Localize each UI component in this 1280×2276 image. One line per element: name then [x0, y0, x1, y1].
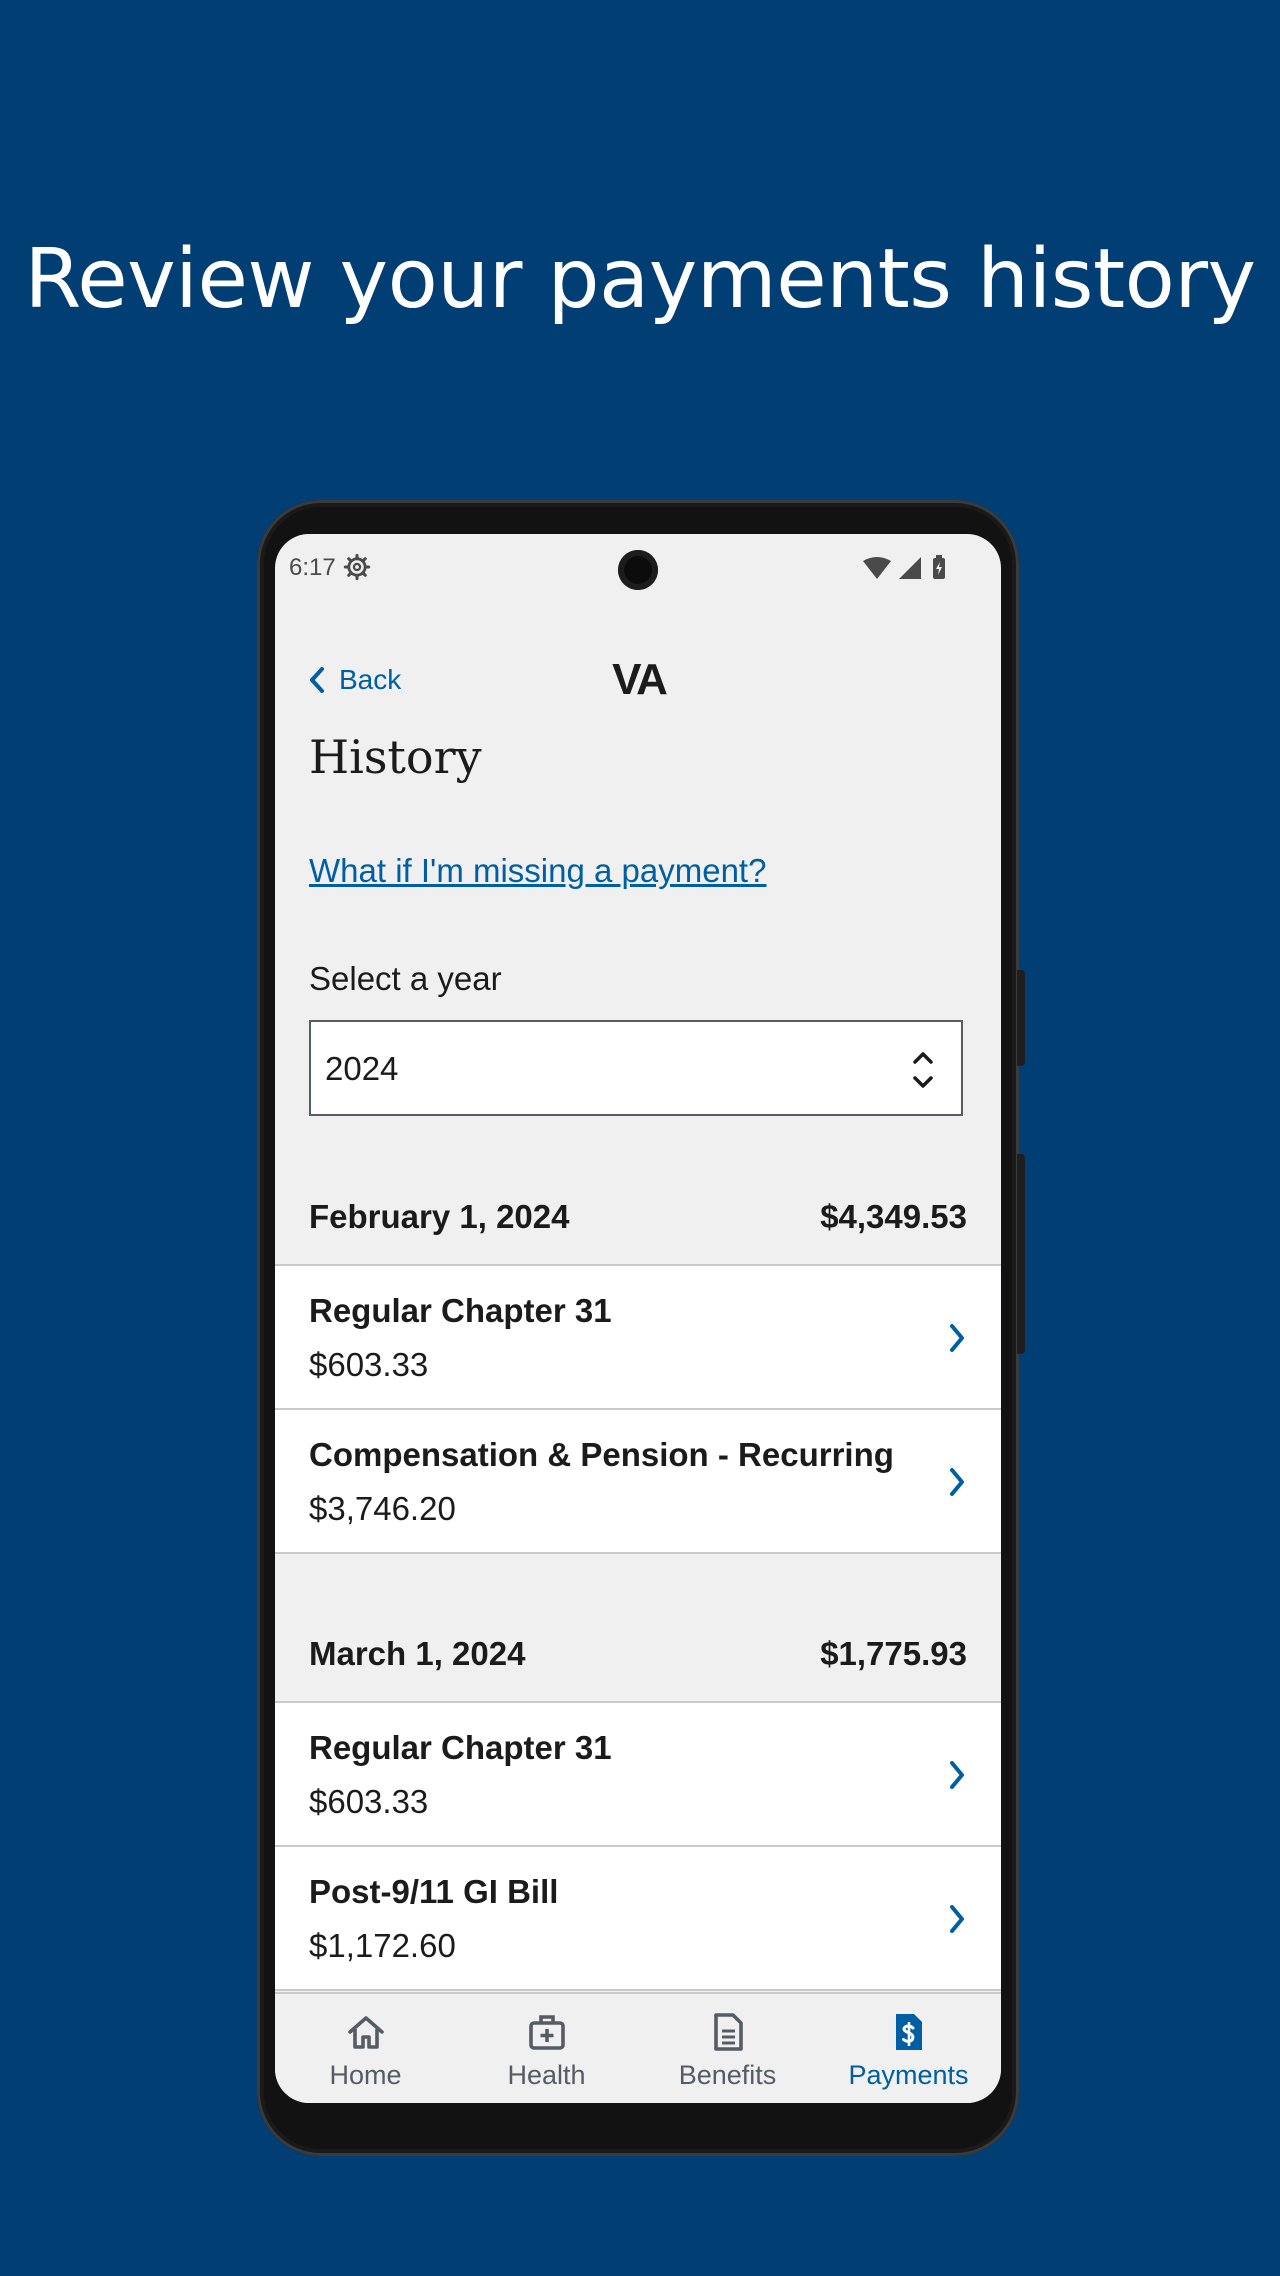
chevron-right-icon — [947, 1466, 967, 1498]
payment-list — [275, 1701, 1001, 1991]
tab-label: Payments — [848, 2060, 969, 2090]
page-title: History — [309, 730, 482, 784]
payment-row[interactable] — [275, 1847, 1001, 1991]
tab-health[interactable] — [456, 1994, 637, 2103]
missing-payment-link[interactable]: What if I'm missing a payment? — [309, 852, 767, 889]
year-select[interactable] — [309, 1020, 963, 1116]
status-time: 6:17 — [289, 554, 336, 581]
payment-group-date: March 1, 2024 — [309, 1635, 526, 1672]
payment-amount: $603.33 — [309, 1783, 429, 1820]
payment-document-icon — [889, 2012, 929, 2052]
payment-group-total: $4,349.53 — [820, 1198, 967, 1235]
home-icon — [346, 2012, 386, 2052]
document-icon — [708, 2012, 748, 2052]
select-updown-icon — [911, 1048, 935, 1092]
payment-group-total: $1,775.93 — [820, 1635, 967, 1672]
payment-list — [275, 1264, 1001, 1554]
medical-bag-icon — [527, 2012, 567, 2052]
back-button[interactable] — [309, 664, 401, 696]
tab-payments[interactable] — [818, 1994, 999, 2103]
payment-name: Post-9/11 GI Bill — [309, 1873, 559, 1910]
chevron-right-icon — [947, 1322, 967, 1354]
tab-label: Home — [329, 2060, 402, 2090]
settings-gear-icon — [343, 553, 371, 581]
system-status-icons — [861, 555, 961, 581]
phone-side-button — [1017, 970, 1025, 1066]
promo-headline: Review your payments history — [24, 232, 1256, 327]
bottom-tab-bar — [275, 1992, 1001, 2103]
payment-group-date: February 1, 2024 — [309, 1198, 570, 1235]
phone-volume-button — [1017, 1154, 1025, 1354]
payment-amount: $603.33 — [309, 1346, 429, 1383]
payment-row[interactable] — [275, 1410, 1001, 1554]
phone-frame — [257, 500, 1019, 2156]
back-label: Back — [339, 664, 402, 695]
year-select-value: 2024 — [325, 1050, 399, 1087]
chevron-right-icon — [947, 1759, 967, 1791]
payment-name: Compensation & Pension - Recurring — [309, 1436, 894, 1473]
phone-screen — [275, 534, 1001, 2103]
tab-label: Benefits — [678, 2060, 777, 2090]
payment-name: Regular Chapter 31 — [309, 1292, 612, 1329]
chevron-left-icon — [309, 667, 325, 693]
payment-group-header — [309, 1635, 967, 1691]
payment-name: Regular Chapter 31 — [309, 1729, 612, 1766]
payment-amount: $3,746.20 — [309, 1490, 456, 1527]
tab-home[interactable] — [275, 1994, 456, 2103]
payment-row[interactable] — [275, 1703, 1001, 1847]
payment-row[interactable] — [275, 1266, 1001, 1410]
year-select-label: Select a year — [309, 960, 502, 997]
payment-group-header — [309, 1198, 967, 1254]
front-camera — [618, 550, 658, 590]
tab-benefits[interactable] — [637, 1994, 818, 2103]
wifi-icon — [863, 557, 891, 579]
chevron-right-icon — [947, 1903, 967, 1935]
signal-icon — [899, 557, 921, 579]
payment-amount: $1,172.60 — [309, 1927, 456, 1964]
top-navigation — [275, 652, 1001, 708]
tab-label: Health — [507, 2060, 586, 2090]
status-bar — [275, 534, 1001, 596]
va-logo: VA — [612, 655, 666, 704]
